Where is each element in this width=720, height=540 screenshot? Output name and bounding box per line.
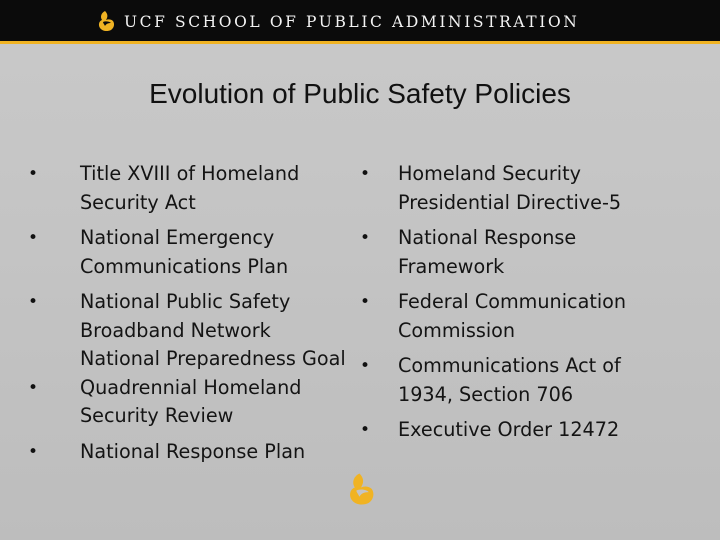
bullet-marker: • <box>360 292 371 312</box>
ucf-pegasus-icon <box>344 472 378 506</box>
bullet-marker: • <box>28 228 39 248</box>
list-item-text: National Emergency Communications Plan <box>80 226 289 278</box>
list-item <box>28 438 368 467</box>
header-bar <box>0 0 720 44</box>
right-bullet-list <box>360 160 710 452</box>
bullet-marker: • <box>28 377 39 398</box>
list-item <box>360 288 710 345</box>
ucf-pegasus-icon <box>96 10 116 32</box>
list-item-text: National Response Plan <box>80 439 306 463</box>
list-item-text: National Public Safety Broadband Network National Preparedness Goal <box>80 290 346 370</box>
bullet-marker: • <box>28 441 39 462</box>
list-item <box>28 288 368 374</box>
list-item <box>360 160 710 217</box>
list-item-text: Quadrennial Homeland Security Review <box>80 375 302 427</box>
bullet-marker: • <box>28 164 39 184</box>
header-brand: UCF SCHOOL OF PUBLIC ADMINISTRATION <box>124 13 580 31</box>
bullet-marker: • <box>360 420 371 440</box>
list-item <box>360 352 710 409</box>
list-item-text: Homeland Security Presidential Directive-5 <box>398 162 622 214</box>
slide-title: Evolution of Public Safety Policies <box>149 78 571 109</box>
bullet-marker: • <box>28 292 39 312</box>
bullet-marker: • <box>360 356 371 376</box>
bullet-marker: • <box>360 228 371 248</box>
list-item-text: Communications Act of 1934, Section 706 <box>398 354 621 406</box>
left-bullet-list <box>28 160 368 474</box>
list-item <box>28 160 368 217</box>
bullet-marker: • <box>360 164 371 184</box>
list-item <box>28 374 368 431</box>
list-item-text: Executive Order 12472 <box>398 418 620 441</box>
list-item <box>28 224 368 281</box>
list-item <box>360 416 710 445</box>
list-item-text: Federal Communication Commission <box>398 290 627 342</box>
list-item <box>360 224 710 281</box>
list-item-text: National Response Framework <box>398 226 577 278</box>
list-item-text: Title XVIII of Homeland Security Act <box>80 162 300 214</box>
